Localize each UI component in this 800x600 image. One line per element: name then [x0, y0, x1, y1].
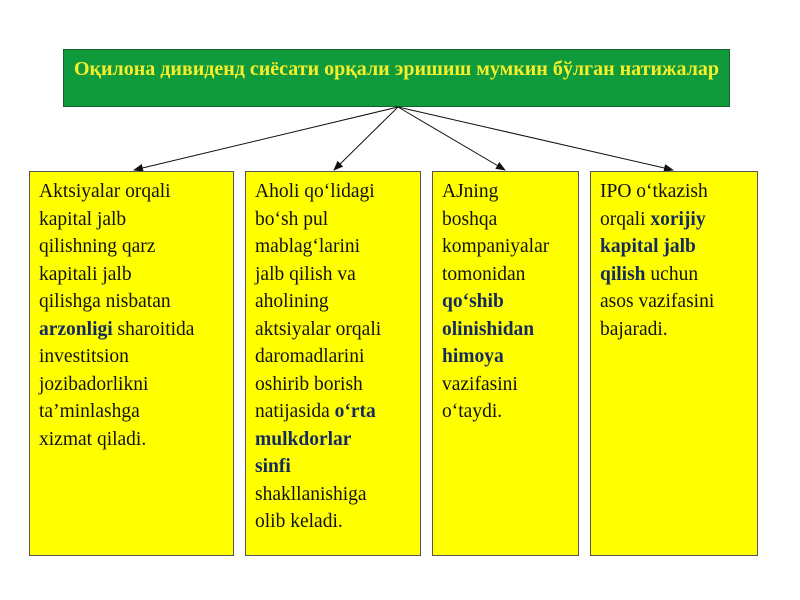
result-box-2: [245, 171, 421, 556]
box-text: IPO o‘tkazish orqali: [600, 181, 708, 230]
highlighted-text: o‘rta mulkdorlar sinfi: [255, 401, 376, 477]
arrow-to-box-1: [134, 107, 398, 170]
result-box-3: [432, 171, 579, 556]
arrow-to-box-3: [398, 107, 505, 170]
result-box-1: [29, 171, 234, 556]
box-text: AJning boshqa kompaniyalar tomonidan: [442, 181, 550, 285]
result-box-4: [590, 171, 758, 556]
highlighted-text: qo‘shib olinishidan himoya: [442, 291, 535, 367]
highlighted-text: arzonligi: [39, 318, 113, 340]
diagram-title: Оқилона дивиденд сиёсати орқали эришиш мумкин бўлган натижалар: [63, 49, 730, 107]
box-text: uchun asos vazifasini bajaradi.: [600, 263, 715, 340]
box-text: vazifasini o‘taydi.: [442, 373, 518, 422]
arrow-to-box-4: [398, 107, 673, 170]
box-text: sharoitida investitsion jozibadorlikni ta’minlashga xizmat qiladi.: [39, 318, 195, 450]
box-text: shakllanishiga olib keladi.: [255, 483, 367, 532]
box-text: Aktsiyalar orqali kapital jalb qilishning qarz kapitali jalb qilishga nisbatan: [39, 181, 171, 312]
highlighted-text: xorijiy kapital jalb qilish: [600, 208, 706, 285]
box-text: Aholi qo‘lidagi bo‘sh pul mablag‘larini jalb qilish va aholining aktsiyalar orqali daromadlarini oshirib borish natijasida: [255, 181, 382, 422]
arrow-to-box-2: [334, 107, 398, 170]
